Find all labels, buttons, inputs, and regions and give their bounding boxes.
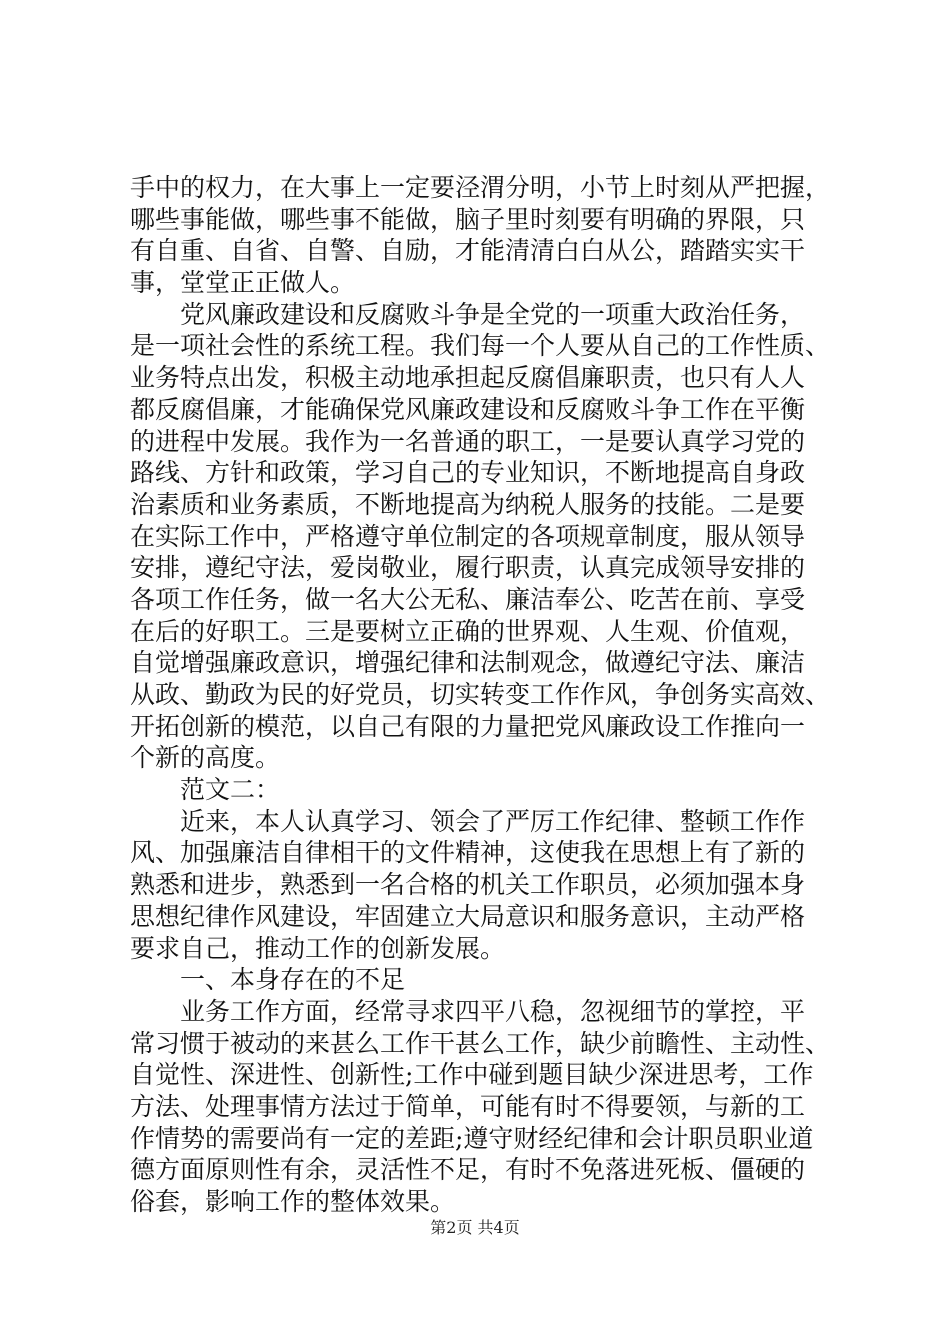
text-line: 各项工作任务，做一名大公无私、廉洁奉公、吃苦在前、享受 bbox=[130, 584, 806, 614]
text-line: 业务工作方面，经常寻求四平八稳，忽视细节的掌控，平 bbox=[130, 996, 806, 1026]
text-line: 路线、方针和政策，学习自己的专业知识，不断地提高自身政 bbox=[130, 458, 806, 488]
text-line: 俗套，影响工作的整体效果。 bbox=[130, 1187, 456, 1216]
text-line: 哪些事能做，哪些事不能做，脑子里时刻要有明确的界限，只 bbox=[130, 204, 806, 234]
text-line: 在后的好职工。三是要树立正确的世界观、人生观、价值观， bbox=[130, 616, 806, 646]
text-line: 作情势的需要尚有一定的差距;遵守财经纪律和会计职员职业道 bbox=[130, 1123, 814, 1153]
text-line: 自觉增强廉政意识，增强纪律和法制观念，做遵纪守法、廉洁 bbox=[130, 648, 806, 678]
text-line: 的进程中发展。我作为一名普通的职工，一是要认真学习党的 bbox=[130, 426, 806, 456]
text-line: 要求自己，推动工作的创新发展。 bbox=[130, 933, 506, 963]
text-line: 个新的高度。 bbox=[130, 743, 281, 773]
text-line: 治素质和业务素质，不断地提高为纳税人服务的技能。二是要 bbox=[130, 489, 806, 519]
text-line: 常习惯于被动的来甚么工作干甚么工作，缺少前瞻性、主动性、 bbox=[130, 1028, 831, 1058]
body-text bbox=[130, 172, 842, 1218]
text-line: 党风廉政建设和反腐败斗争是全党的一项重大政治任务， bbox=[130, 299, 806, 329]
text-line: 开拓创新的模范，以自己有限的力量把党风廉政设工作推向一 bbox=[130, 711, 806, 741]
text-line: 业务特点出发，积极主动地承担起反腐倡廉职责，也只有人人 bbox=[130, 363, 806, 393]
page-footer: 第2页 共4页 bbox=[430, 1218, 520, 1237]
text-line: 方法、处理事情方法过于简单，可能有时不得要领，与新的工 bbox=[130, 1091, 806, 1121]
text-line: 自觉性、深进性、创新性;工作中碰到题目缺少深进思考，工作 bbox=[130, 1060, 814, 1090]
text-line: 是一项社会性的系统工程。我们每一个人要从自己的工作性质、 bbox=[130, 331, 831, 361]
text-line: 手中的权力，在大事上一定要泾渭分明，小节上时刻从严把握， bbox=[130, 173, 831, 202]
text-line: 一、本身存在的不足 bbox=[130, 965, 406, 995]
text-line: 范文二： bbox=[130, 775, 281, 805]
text-line: 事，堂堂正正做人。 bbox=[130, 268, 356, 298]
text-line: 思想纪律作风建设，牢固建立大局意识和服务意识，主动严格 bbox=[130, 901, 806, 931]
text-line: 风、加强廉洁自律相干的文件精神，这使我在思想上有了新的 bbox=[130, 838, 806, 868]
text-line: 安排，遵纪守法，爱岗敬业，履行职责，认真完成领导安排的 bbox=[130, 553, 806, 583]
text-line: 近来，本人认真学习、领会了严厉工作纪律、整顿工作作 bbox=[130, 806, 806, 836]
text-line: 有自重、自省、自警、自励，才能清清白白从公，踏踏实实干 bbox=[130, 236, 806, 266]
text-line: 德方面原则性有余，灵活性不足，有时不免落进死板、僵硬的 bbox=[130, 1155, 806, 1185]
text-line: 都反腐倡廉，才能确保党风廉政建设和反腐败斗争工作在平衡 bbox=[130, 394, 806, 424]
text-line: 从政、勤政为民的好党员，切实转变工作作风，争创务实高效、 bbox=[130, 680, 831, 709]
text-line: 熟悉和进步，熟悉到一名合格的机关工作职员，必须加强本身 bbox=[130, 870, 806, 900]
text-line: 在实际工作中，严格遵守单位制定的各项规章制度，服从领导 bbox=[130, 521, 806, 551]
